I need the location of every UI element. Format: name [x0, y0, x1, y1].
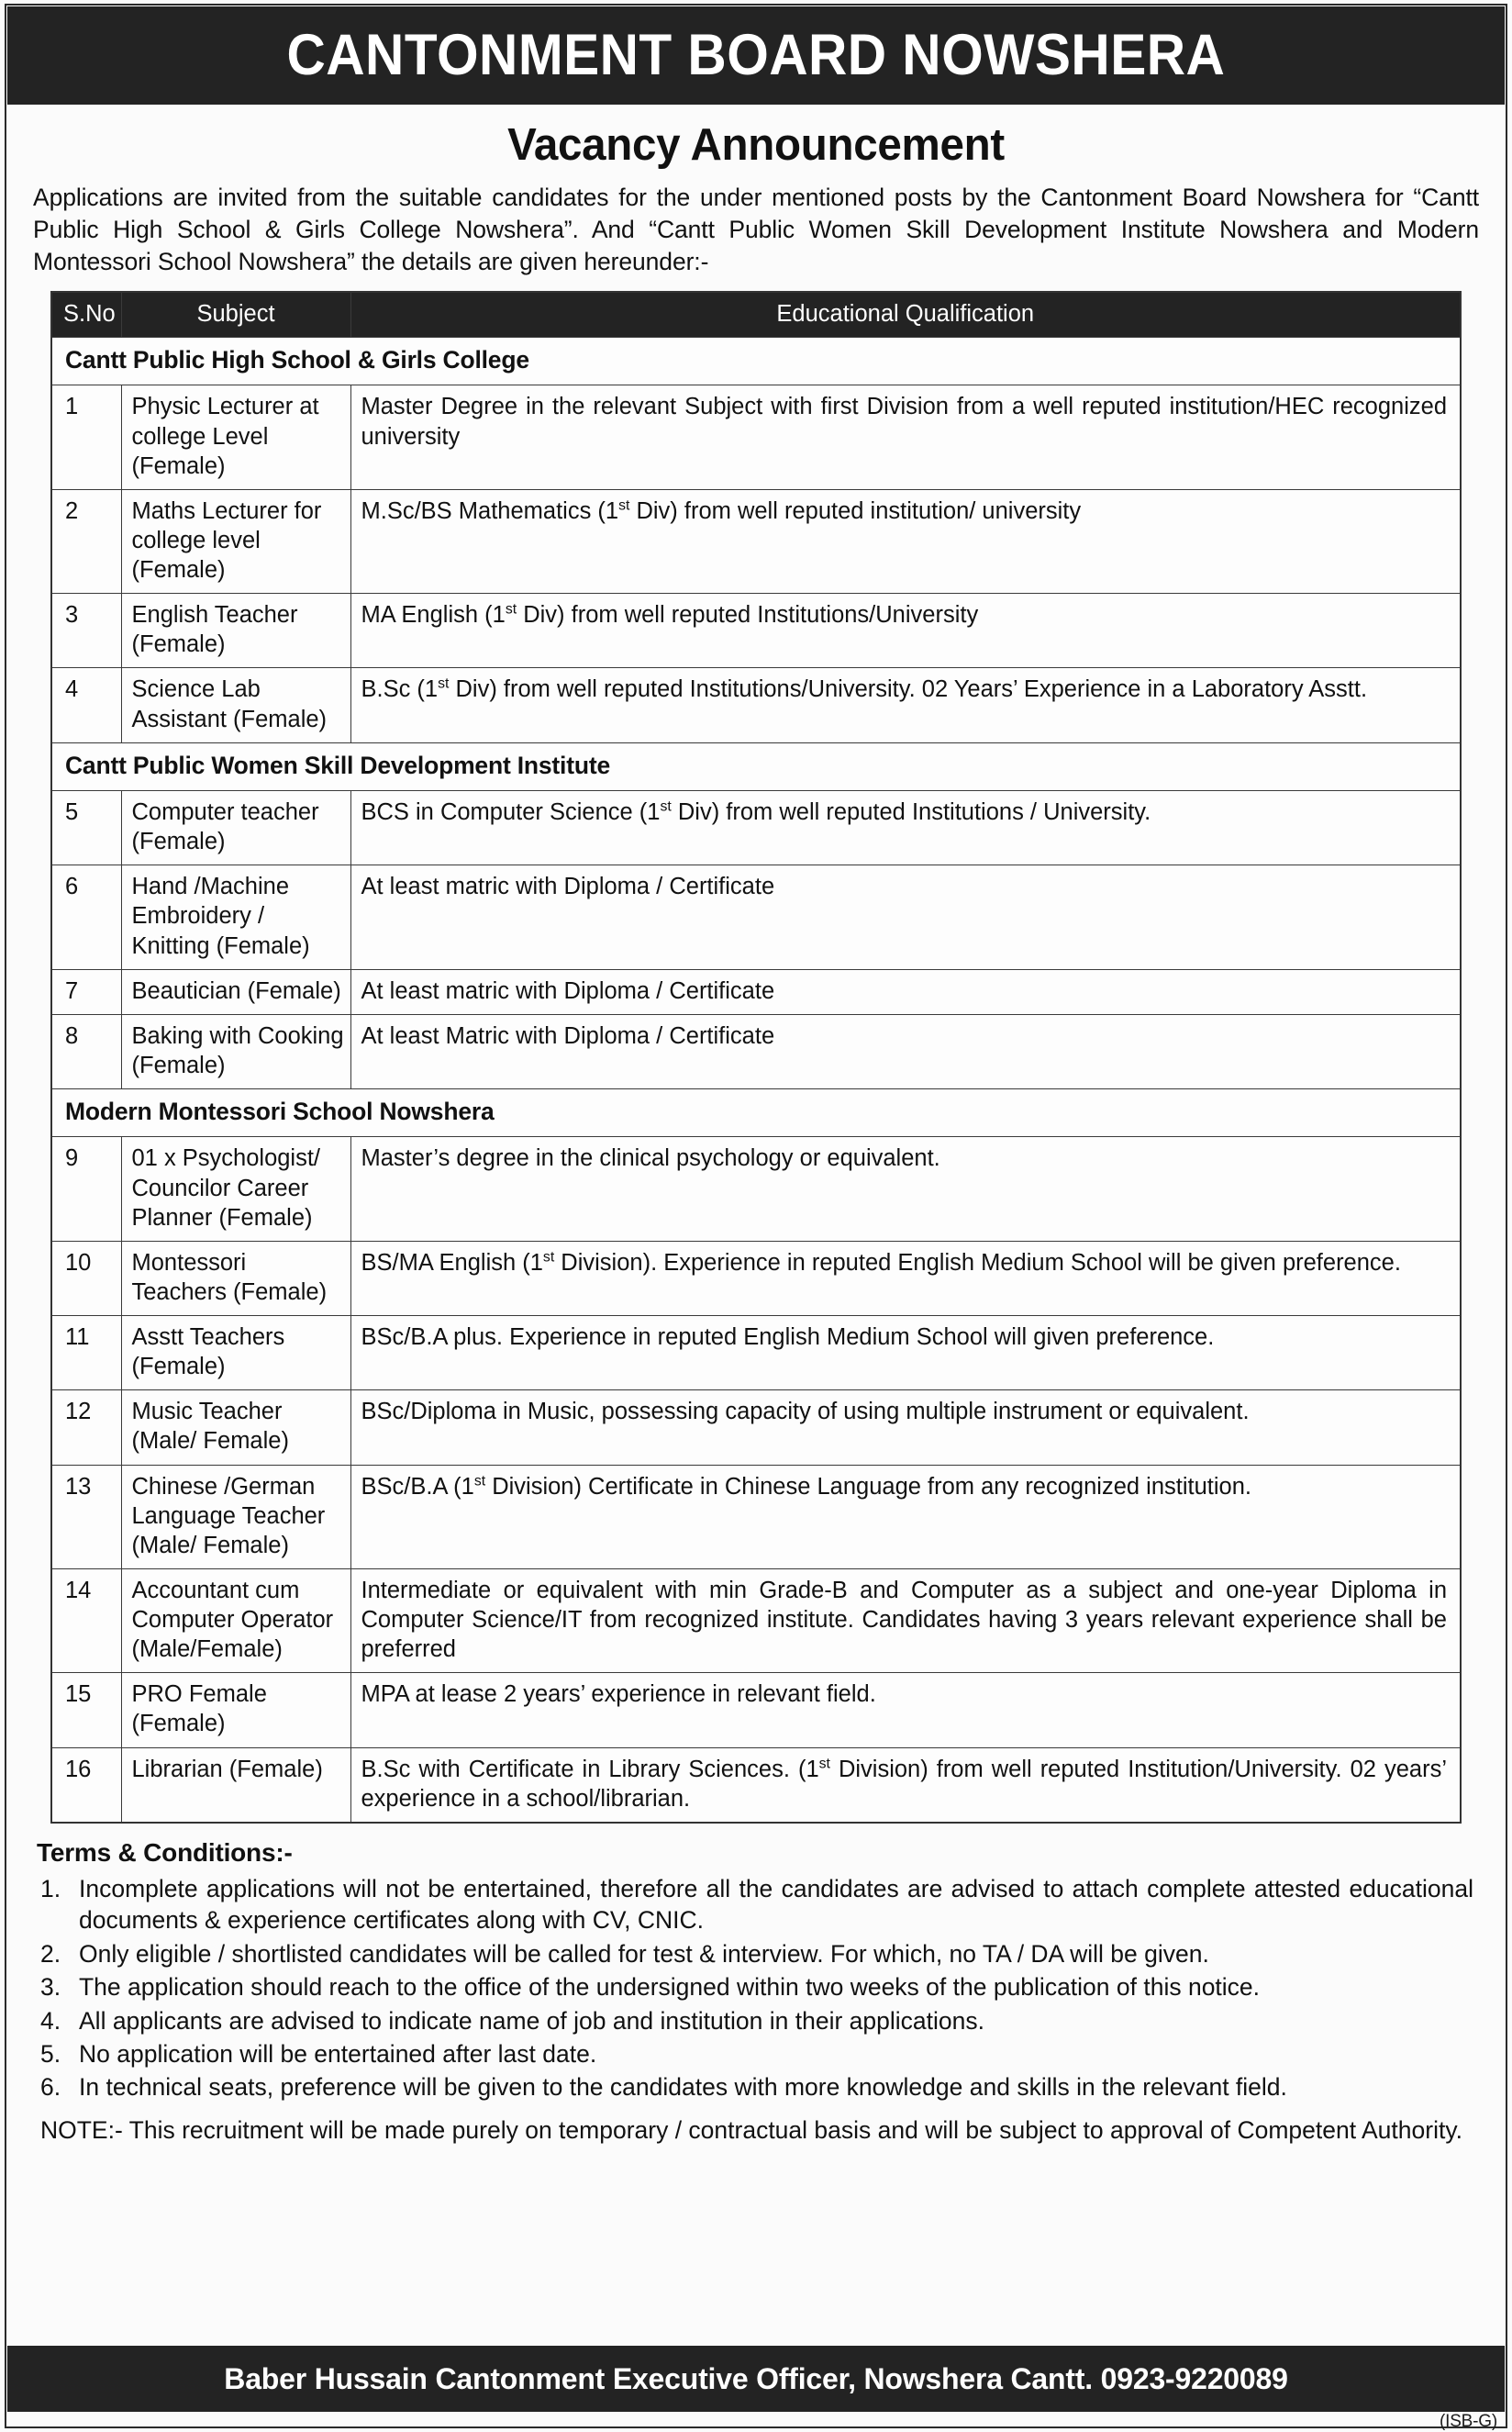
table-row [51, 668, 1461, 742]
cell-subject: Asstt Teachers (Female) [121, 1316, 350, 1390]
cell-qualification: MA English (1st Div) from well reputed Institutions/University [350, 594, 1461, 668]
table-row [51, 1747, 1461, 1823]
table-row [51, 791, 1461, 865]
table-row [51, 1390, 1461, 1465]
terms-list-item [37, 1938, 1479, 1969]
cell-sno: 6 [51, 865, 121, 969]
column-header-sno: S.No [51, 292, 121, 338]
cell-qualification: B.Sc with Certificate in Library Sciences. (1st Division) from well reputed Institution/University. 02 years’ experience in a school/librarian. [350, 1747, 1461, 1823]
terms-section [37, 1838, 1479, 2147]
cell-qualification: BCS in Computer Science (1st Div) from well reputed Institutions / University. [350, 791, 1461, 865]
table-header [51, 292, 1461, 338]
terms-item-number: 5. [40, 2039, 61, 2068]
cell-qualification: BSc/B.A plus. Experience in reputed English Medium School will given preference. [350, 1316, 1461, 1390]
cell-sno: 9 [51, 1137, 121, 1241]
table-body [51, 338, 1461, 1823]
table-row [51, 1241, 1461, 1315]
cell-subject: PRO Female (Female) [121, 1673, 350, 1747]
table-row [51, 865, 1461, 969]
cell-subject: Baking with Cooking (Female) [121, 1014, 350, 1088]
terms-list-item [37, 2005, 1479, 2036]
cell-subject: Hand /Machine Embroidery / Knitting (Female) [121, 865, 350, 969]
terms-list-item [37, 2038, 1479, 2069]
terms-list-item [37, 1873, 1479, 1936]
cell-subject: Maths Lecturer for college level (Female) [121, 489, 350, 593]
group-heading-label: Modern Montessori School Nowshera [51, 1089, 1461, 1137]
cell-sno: 10 [51, 1241, 121, 1315]
cell-qualification: B.Sc (1st Div) from well reputed Institutions/University. 02 Years’ Experience in a Laboratory Asstt. [350, 668, 1461, 742]
cell-qualification: Master’s degree in the clinical psychology or equivalent. [350, 1137, 1461, 1241]
table-header-row [51, 292, 1461, 338]
terms-item-number: 1. [40, 1874, 61, 1902]
cell-sno: 4 [51, 668, 121, 742]
terms-list-item [37, 2071, 1479, 2103]
cell-qualification: Master Degree in the relevant Subject with first Division from a well reputed institution/HEC recognized university [350, 385, 1461, 489]
note-text: NOTE:- This recruitment will be made purely on temporary / contractual basis and will be subject to approval of Competent Authority. [40, 2115, 1462, 2144]
table-row [51, 1014, 1461, 1088]
cell-qualification: BSc/B.A (1st Division) Certificate in Chinese Language from any recognized institution. [350, 1465, 1461, 1568]
footer-banner [7, 2346, 1505, 2412]
table-row [51, 1465, 1461, 1568]
cell-sno: 14 [51, 1568, 121, 1672]
cell-subject: Beautician (Female) [121, 969, 350, 1014]
cell-subject: Librarian (Female) [121, 1747, 350, 1823]
table-row [51, 1568, 1461, 1672]
table-row [51, 594, 1461, 668]
terms-item-text: Only eligible / shortlisted candidates will be called for test & interview. For which, no TA / DA will be given. [79, 1939, 1209, 1968]
column-header-qualification: Educational Qualification [350, 292, 1461, 338]
terms-item-number: 4. [40, 2006, 61, 2035]
page-title: Vacancy Announcement [507, 120, 1005, 170]
table-row [51, 1316, 1461, 1390]
terms-item-text: No application will be entertained after last date. [79, 2039, 597, 2068]
cell-sno: 12 [51, 1390, 121, 1465]
cell-subject: English Teacher (Female) [121, 594, 350, 668]
cell-subject: Physic Lecturer at college Level (Female) [121, 385, 350, 489]
terms-item-text: The application should reach to the office of the undersigned within two weeks of the publication of this notice. [79, 1973, 1261, 2002]
group-heading-row [51, 1089, 1461, 1137]
table-row [51, 385, 1461, 489]
cell-subject: Montessori Teachers (Female) [121, 1241, 350, 1315]
signing-officer: Baber Hussain Cantonment Executive Officer, Nowshera Cantt. 0923-9220089 [224, 2361, 1288, 2395]
cell-subject: Computer teacher (Female) [121, 791, 350, 865]
cell-sno: 13 [51, 1465, 121, 1568]
group-heading-label: Cantt Public Women Skill Development Institute [51, 742, 1461, 790]
cell-sno: 8 [51, 1014, 121, 1088]
cell-subject: Music Teacher (Male/ Female) [121, 1390, 350, 1465]
header-banner [7, 6, 1505, 105]
vacancy-table [50, 291, 1462, 1824]
cell-qualification: Intermediate or equivalent with min Grade-B and Computer as a subject and one-year Diploma in Computer Science/IT from recognized institute. Candidates having 3 years relevant experience shall be preferred [350, 1568, 1461, 1672]
terms-list-item [37, 1971, 1479, 2002]
cell-qualification: At least Matric with Diploma / Certificate [350, 1014, 1461, 1088]
table-row [51, 1137, 1461, 1241]
cell-subject: Chinese /German Language Teacher (Male/ Female) [121, 1465, 350, 1568]
cell-subject: 01 x Psychologist/ Councilor Career Planner (Female) [121, 1137, 350, 1241]
cell-sno: 3 [51, 594, 121, 668]
group-heading-label: Cantt Public High School & Girls College [51, 338, 1461, 385]
terms-heading: Terms & Conditions:- [37, 1837, 293, 1867]
organization-title: CANTONMENT BOARD NOWSHERA [286, 23, 1226, 87]
terms-item-text: In technical seats, preference will be given to the candidates with more knowledge and skills in the relevant field. [79, 2073, 1287, 2102]
issue-code: (ISB-G) [1440, 2412, 1497, 2431]
terms-item-number: 6. [40, 2073, 61, 2102]
table-row [51, 969, 1461, 1014]
group-heading-row [51, 742, 1461, 790]
cell-qualification: MPA at lease 2 years’ experience in relevant field. [350, 1673, 1461, 1747]
cell-qualification: BS/MA English (1st Division). Experience in reputed English Medium School will be given preference. [350, 1241, 1461, 1315]
terms-item-text: All applicants are advised to indicate name of job and institution in their applications. [79, 2006, 984, 2035]
terms-item-text: Incomplete applications will not be entertained, therefore all the candidates are advised to attach complete attested educational documents & experience certificates along with CV, CNIC. [79, 1874, 1473, 1935]
cell-qualification: At least matric with Diploma / Certificate [350, 865, 1461, 969]
table-row [51, 489, 1461, 593]
cell-subject: Accountant cum Computer Operator (Male/Female) [121, 1568, 350, 1672]
cell-subject: Science Lab Assistant (Female) [121, 668, 350, 742]
cell-sno: 2 [51, 489, 121, 593]
cell-sno: 11 [51, 1316, 121, 1390]
document-body [0, 105, 1512, 2146]
terms-item-number: 3. [40, 1973, 61, 2002]
cell-qualification: At least matric with Diploma / Certificate [350, 969, 1461, 1014]
group-heading-row [51, 338, 1461, 385]
table-row [51, 1673, 1461, 1747]
cell-sno: 5 [51, 791, 121, 865]
column-header-subject: Subject [121, 292, 350, 338]
cell-sno: 15 [51, 1673, 121, 1747]
cell-qualification: M.Sc/BS Mathematics (1st Div) from well reputed institution/ university [350, 489, 1461, 593]
cell-sno: 16 [51, 1747, 121, 1823]
terms-list [37, 1873, 1479, 2103]
cell-sno: 7 [51, 969, 121, 1014]
cell-sno: 1 [51, 385, 121, 489]
cell-qualification: BSc/Diploma in Music, possessing capacity of using multiple instrument or equivalent. [350, 1390, 1461, 1465]
terms-item-number: 2. [40, 1939, 61, 1968]
intro-paragraph: Applications are invited from the suitable candidates for the under mentioned posts by the Cantonment Board Nowshera for “Cantt Public High School & Girls College Nowshera”. And “Cantt Public Women Skill Development Institute Nowshera and Modern Montessori School Nowshera” the details are given hereunder:- [33, 184, 1479, 275]
